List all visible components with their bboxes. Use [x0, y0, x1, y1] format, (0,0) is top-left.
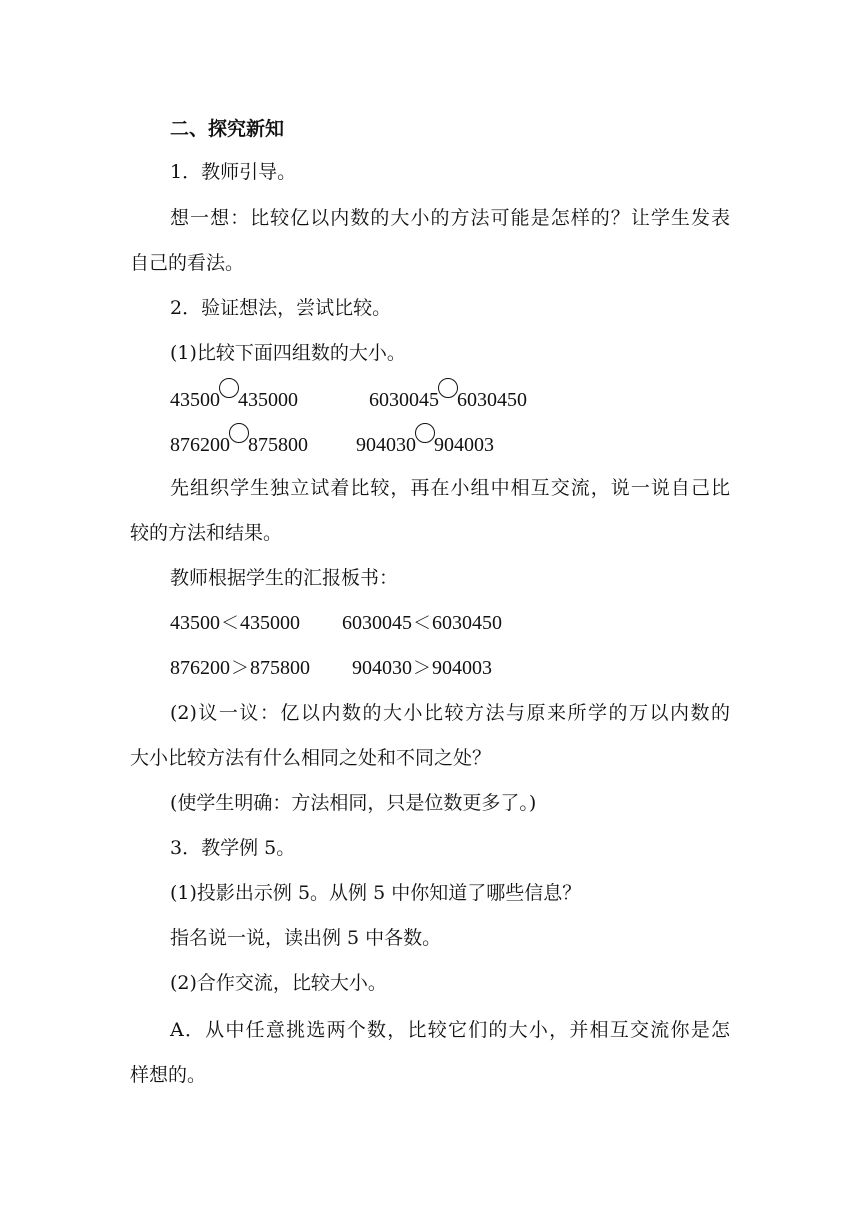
blank-circle: [415, 423, 435, 443]
exercise-row-1: [170, 386, 730, 414]
compare-symbol: ＜: [221, 613, 239, 634]
paragraph-discuss-line1: (2)议一议：亿以内数的大小比较方法与原来所学的万以内数的: [170, 702, 730, 724]
compare-symbol: ＜: [413, 613, 431, 634]
exercise-left-number: 904030: [356, 434, 416, 456]
exercise-pair: [170, 386, 298, 414]
paragraph-clarify: (使学生明确：方法相同，只是位数更多了。): [170, 792, 537, 814]
exercise-left-number: 43500: [170, 389, 220, 411]
exercise-right-number: 6030450: [457, 389, 527, 411]
answer-pair: [170, 609, 300, 637]
section-heading: 二、探究新知: [170, 118, 285, 140]
exercise-right-number: 875800: [248, 434, 308, 456]
paragraph-pick-line1: A．从中任意挑选两个数，比较它们的大小，并相互交流你是怎: [170, 1019, 730, 1041]
compare-symbol: ＞: [413, 658, 431, 679]
paragraph-pick-line2: 样想的。: [130, 1064, 207, 1086]
exercise-pair: [369, 386, 527, 414]
paragraph-cooperate: (2)合作交流，比较大小。: [170, 972, 387, 994]
exercise-left-number: 6030045: [369, 389, 439, 411]
paragraph-organize-line2: 较的方法和结果。: [130, 522, 283, 544]
paragraph-teacher-guide: 1．教师引导。: [170, 161, 297, 183]
answer-left-number: 876200: [170, 657, 230, 679]
paragraph-organize-line1: 先组织学生独立试着比较，再在小组中相互交流，说一说自己比: [170, 477, 730, 499]
answer-left-number: 6030045: [342, 612, 412, 634]
answer-pair: [342, 609, 502, 637]
answer-left-number: 43500: [170, 612, 220, 634]
answer-right-number: 904003: [432, 657, 492, 679]
blank-circle: [438, 378, 458, 398]
paragraph-blackboard: 教师根据学生的汇报板书：: [170, 567, 399, 589]
paragraph-think-line2: 自己的看法。: [130, 252, 245, 274]
answer-pair: [352, 654, 492, 682]
blank-circle: [229, 423, 249, 443]
exercise-pair: [356, 431, 494, 459]
paragraph-think-line1: 想一想：比较亿以内数的大小的方法可能是怎样的？让学生发表: [170, 207, 730, 229]
exercise-right-number: 904003: [434, 434, 494, 456]
paragraph-projection: (1)投影出示例 5。从例 5 中你知道了哪些信息？: [170, 882, 582, 904]
answer-left-number: 904030: [352, 657, 412, 679]
exercise-left-number: 876200: [170, 434, 230, 456]
paragraph-verify: 2．验证想法，尝试比较。: [170, 297, 392, 319]
answer-right-number: 6030450: [432, 612, 502, 634]
answer-row-2: [170, 654, 730, 682]
paragraph-compare-four: (1)比较下面四组数的大小。: [170, 342, 406, 364]
paragraph-discuss-line2: 大小比较方法有什么相同之处和不同之处？: [130, 747, 492, 769]
answer-pair: [170, 654, 310, 682]
compare-symbol: ＞: [231, 658, 249, 679]
answer-right-number: 875800: [250, 657, 310, 679]
answer-row-1: [170, 609, 730, 637]
answer-right-number: 435000: [240, 612, 300, 634]
blank-circle: [219, 378, 239, 398]
exercise-row-2: [170, 431, 730, 459]
paragraph-example5: 3．教学例 5。: [170, 837, 296, 859]
exercise-pair: [170, 431, 308, 459]
paragraph-read-numbers: 指名说一说，读出例 5 中各数。: [170, 927, 442, 949]
exercise-right-number: 435000: [238, 389, 298, 411]
